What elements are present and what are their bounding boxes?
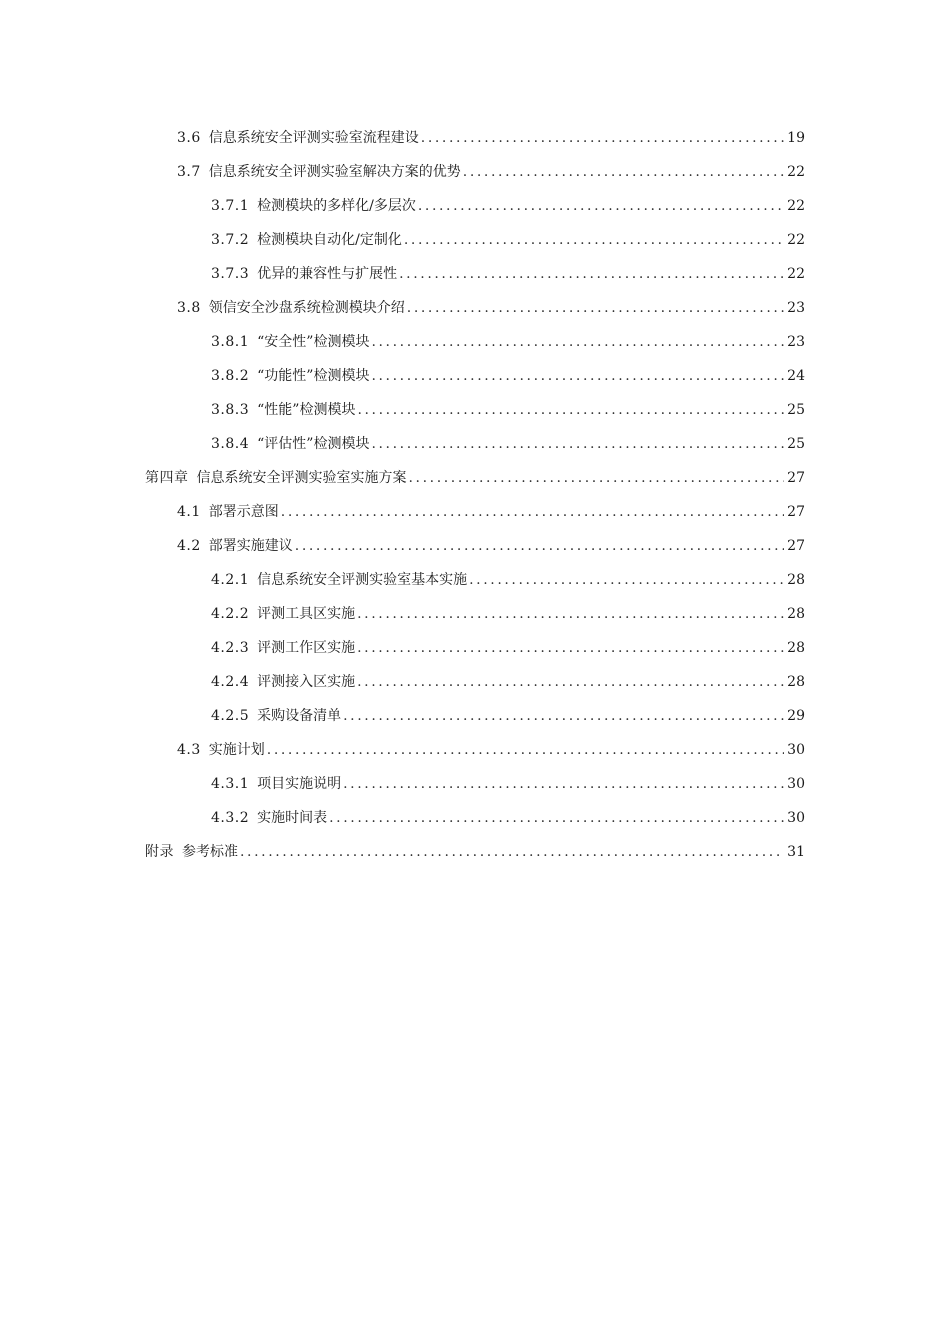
toc-entry-title: 采购设备清单	[257, 708, 342, 724]
toc-entry[interactable]	[145, 467, 805, 489]
toc-entry-title: 评测工具区实施	[257, 606, 356, 622]
toc-entry-page: 28	[787, 640, 805, 656]
toc-entry-title: 检测模块的多样化/多层次	[257, 198, 416, 214]
toc-entry-number: 3.6	[177, 130, 201, 146]
dot-leader	[469, 569, 784, 591]
toc-entry-page: 31	[787, 844, 805, 860]
toc-entry-page: 28	[787, 606, 805, 622]
toc-entry[interactable]	[211, 399, 805, 421]
toc-entry-page: 27	[787, 504, 805, 520]
toc-entry-number: 4.3	[177, 742, 201, 758]
toc-entry[interactable]	[177, 535, 805, 557]
toc-entry-page: 28	[787, 674, 805, 690]
toc-entry-page: 28	[787, 572, 805, 588]
toc-entry-page: 22	[787, 164, 805, 180]
toc-entry-title: “性能”检测模块	[257, 402, 356, 418]
dot-leader	[371, 433, 784, 455]
toc-entry-title: 信息系统安全评测实验室解决方案的优势	[208, 164, 461, 180]
dot-leader	[418, 195, 784, 217]
toc-entry-number: 4.2.3	[211, 640, 250, 656]
toc-entry-title: 信息系统安全评测实验室实施方案	[196, 470, 407, 486]
toc-entry-title: 实施计划	[208, 742, 265, 758]
toc-entry-title: 领信安全沙盘系统检测模块介绍	[208, 300, 405, 316]
toc-entry-title: 参考标准	[182, 844, 238, 860]
toc-entry[interactable]	[211, 331, 805, 353]
toc-entry-page: 30	[787, 810, 805, 826]
toc-entry-number: 3.8	[177, 300, 201, 316]
toc-entry-page: 30	[787, 776, 805, 792]
dot-leader	[240, 841, 784, 863]
dot-leader	[409, 467, 785, 489]
toc-entry-page: 27	[787, 470, 805, 486]
dot-leader	[267, 739, 784, 761]
toc-entry[interactable]	[145, 841, 805, 863]
dot-leader	[357, 603, 784, 625]
toc-entry-page: 25	[787, 436, 805, 452]
toc-entry-number: 4.2	[177, 538, 201, 554]
toc-entry-page: 22	[787, 198, 805, 214]
toc-entry-title: 评测接入区实施	[257, 674, 356, 690]
toc-entry-page: 30	[787, 742, 805, 758]
dot-leader	[357, 399, 784, 421]
toc-entry-number: 4.3.1	[211, 776, 250, 792]
toc-entry-title: “安全性”检测模块	[257, 334, 370, 350]
toc-entry-number: 4.1	[177, 504, 201, 520]
toc-entry[interactable]	[211, 433, 805, 455]
toc-entry-title: “功能性”检测模块	[257, 368, 370, 384]
toc-entry-title: 信息系统安全评测实验室基本实施	[257, 572, 468, 588]
toc-entry[interactable]	[211, 705, 805, 727]
toc-entry-title: 项目实施说明	[257, 776, 342, 792]
toc-entry-title: 评测工作区实施	[257, 640, 356, 656]
toc-entry[interactable]	[177, 739, 805, 761]
dot-leader	[329, 807, 784, 829]
toc-entry-page: 27	[787, 538, 805, 554]
toc-entry-number: 3.7.3	[211, 266, 250, 282]
toc-entry[interactable]	[211, 671, 805, 693]
toc-entry[interactable]	[211, 603, 805, 625]
toc-entry-page: 19	[787, 130, 805, 146]
toc-entry-page: 23	[787, 334, 805, 350]
toc-entry-title: 优异的兼容性与扩展性	[257, 266, 398, 282]
toc-entry-number: 4.2.4	[211, 674, 250, 690]
toc-entry[interactable]	[177, 161, 805, 183]
dot-leader	[281, 501, 784, 523]
dot-leader	[343, 705, 784, 727]
toc-entry[interactable]	[211, 263, 805, 285]
toc-entry-title: 部署实施建议	[208, 538, 293, 554]
toc-entry-title: 信息系统安全评测实验室流程建设	[208, 130, 419, 146]
toc-entry-number: 4.2.5	[211, 708, 250, 724]
toc-entry[interactable]	[177, 127, 805, 149]
dot-leader	[357, 671, 784, 693]
toc-entry[interactable]	[211, 569, 805, 591]
toc-entry-number: 3.7.2	[211, 232, 250, 248]
toc-entry-page: 29	[787, 708, 805, 724]
toc-entry[interactable]	[177, 297, 805, 319]
toc-entry-page: 22	[787, 266, 805, 282]
toc-entry-title: 检测模块自动化/定制化	[257, 232, 402, 248]
toc-entry-number: 3.8.1	[211, 334, 250, 350]
toc-entry-number: 附录	[145, 844, 174, 860]
toc-entry-number: 3.7.1	[211, 198, 250, 214]
toc-entry-page: 22	[787, 232, 805, 248]
toc-entry-number: 3.7	[177, 164, 201, 180]
dot-leader	[295, 535, 784, 557]
dot-leader	[407, 297, 784, 319]
toc-entry-number: 4.3.2	[211, 810, 250, 826]
toc-entry-title: “评估性”检测模块	[257, 436, 370, 452]
toc-entry[interactable]	[177, 501, 805, 523]
toc-entry[interactable]	[211, 807, 805, 829]
toc-entry[interactable]	[211, 229, 805, 251]
toc-entry-number: 4.2.1	[211, 572, 250, 588]
toc-entry-number: 3.8.4	[211, 436, 250, 452]
toc-entry-number: 3.8.3	[211, 402, 250, 418]
toc-entry[interactable]	[211, 637, 805, 659]
dot-leader	[404, 229, 784, 251]
toc-entry[interactable]	[211, 773, 805, 795]
toc-entry-page: 25	[787, 402, 805, 418]
toc-entry-page: 23	[787, 300, 805, 316]
toc-entry-number: 4.2.2	[211, 606, 250, 622]
dot-leader	[371, 365, 784, 387]
dot-leader	[343, 773, 784, 795]
toc-entry-number: 第四章	[145, 470, 189, 486]
dot-leader	[357, 637, 784, 659]
dot-leader	[421, 127, 784, 149]
toc-entry[interactable]	[211, 365, 805, 387]
toc-entry[interactable]	[211, 195, 805, 217]
dot-leader	[371, 331, 784, 353]
toc-entry-title: 实施时间表	[257, 810, 328, 826]
dot-leader	[463, 161, 784, 183]
toc-entry-number: 3.8.2	[211, 368, 250, 384]
toc-entry-page: 24	[787, 368, 805, 384]
toc-entry-title: 部署示意图	[208, 504, 279, 520]
dot-leader	[399, 263, 784, 285]
